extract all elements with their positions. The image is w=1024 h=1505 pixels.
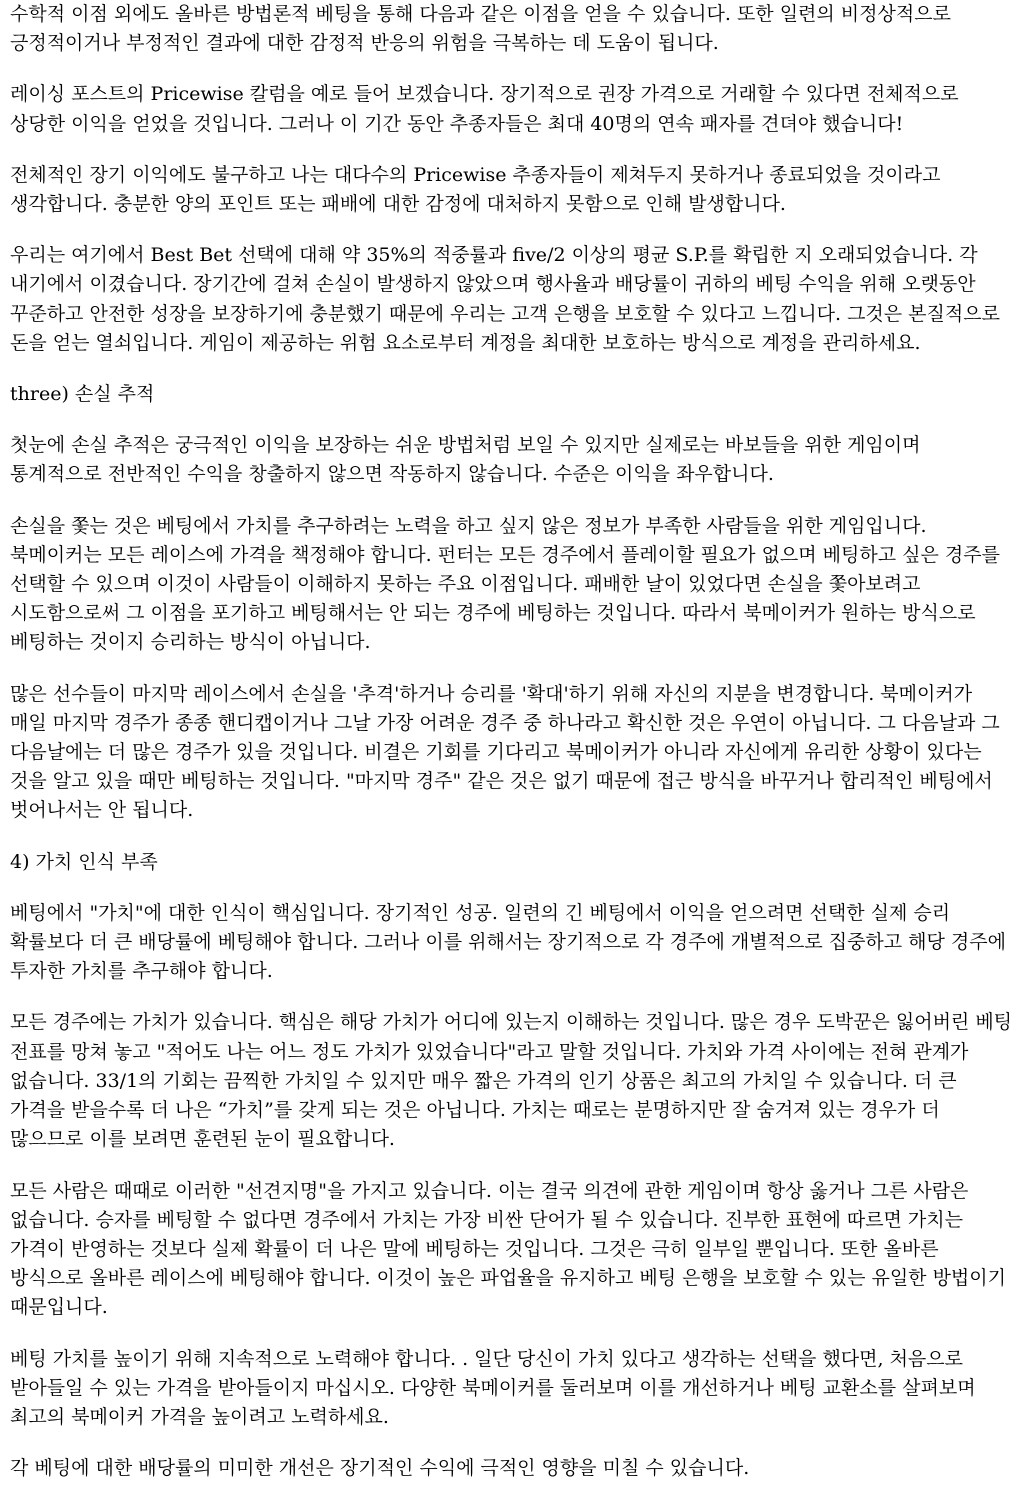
paragraph-intro-benefits: 수학적 이점 외에도 올바른 방법론적 베팅을 통해 다음과 같은 이점을 얻을 수 있습니다. 또한 일련의 비정상적으로 긍정적이거나 부정적인 결과에 대한 감정적 반응의 위험을 극복하는 데 도움이 됩니다.: [10, 3, 951, 55]
paragraph-value-intro: 베팅에서 "가치"에 대한 인식이 핵심입니다. 장기적인 성공. 일련의 긴 베팅에서 이익을 얻으려면 선택한 실제 승리 확률보다 더 큰 배당률에 베팅해야 합니다. 그러나 이를 위해서는 장기적으로 각 경주에 개별적으로 집중하고 해당 경주에 투자한 가치를 추구해야 합니다.: [10, 901, 1006, 983]
paragraph-best-bet: 우리는 여기에서 Best Bet 선택에 대해 약 35%의 적중률과 five/2 이상의 평균 S.P.를 확립한 지 오래되었습니다. 각 내기에서 이겼습니다. 장기간에 걸쳐 손실이 발생하지 않았으며 행사율과 배당률이 귀하의 베팅 수익을 위해 오랫동안 꾸준하고 안전한 성장을 보장하기에 충분했기 때문에 우리는 고객 은행을 보호할 수 있다고 느낍니다. 그것은 본질적으로 돈을 얻는 열쇠입니다. 게임이 제공하는 위험 요소로부터 계정을 최대한 보호하는 방식으로 계정을 관리하세요.: [10, 244, 1000, 354]
section-heading-loss-chasing: three) 손실 추적: [10, 383, 155, 406]
paragraph-value-every-race: 모든 경주에는 가치가 있습니다. 핵심은 해당 가치가 어디에 있는지 이해하는 것입니다. 많은 경우 도박꾼은 잃어버린 베팅 전표를 망쳐 놓고 "적어도 나는 어느 정도 가치가 있었습니다"라고 말할 것입니다. 가치와 가격 사이에는 전혀 관계가 없습니다. 33/1의 기회는 끔찍한 가치일 수 있지만 매우 짧은 가격의 인기 상품은 최고의 가치일 수 있습니다. 더 큰 가격을 받을수록 더 나은 “가치”를 갖게 되는 것은 아닙니다. 가치는 때로는 분명하지만 잘 숨겨져 있는 경우가 더 많으므로 이를 보려면 훈련된 눈이 필요합니다.: [10, 1011, 1013, 1151]
paragraph-value-foresight: 모든 사람은 때때로 이러한 "선견지명"을 가지고 있습니다. 이는 결국 의견에 관한 게임이며 항상 옳거나 그른 사람은 없습니다. 승자를 베팅할 수 없다면 경주에서 가치는 가장 비싼 단어가 될 수 있습니다. 진부한 표현에 따르면 가치는 가격이 반영하는 것보다 실제 확률이 더 나은 말에 베팅하는 것입니다. 그것은 극히 일부일 뿐입니다. 또한 올바른 방식으로 올바른 레이스에 베팅해야 합니다. 이것이 높은 파업율을 유지하고 베팅 은행을 보호할 수 있는 유일한 방법이기 때문입니다.: [10, 1179, 1006, 1319]
paragraph-loss-chasing-detail: 손실을 쫓는 것은 베팅에서 가치를 추구하려는 노력을 하고 싶지 않은 정보가 부족한 사람들을 위한 게임입니다. 북메이커는 모든 레이스에 가격을 책정해야 합니다. 펀터는 모든 경주에서 플레이할 필요가 없으며 베팅하고 싶은 경주를 선택할 수 있으며 이것이 사람들이 이해하지 못하는 주요 이점입니다. 패배한 날이 있었다면 손실을 쫓아보려고 시도함으로써 그 이점을 포기하고 베팅해서는 안 되는 경주에 베팅하는 것입니다. 따라서 북메이커가 원하는 방식으로 베팅하는 것이지 승리하는 방식이 아닙니다.: [10, 514, 1000, 654]
section-heading-value: 4) 가치 인식 부족: [10, 850, 158, 873]
paragraph-last-race: 많은 선수들이 마지막 레이스에서 손실을 '추격'하거나 승리를 '확대'하기 위해 자신의 지분을 변경합니다. 북메이커가 매일 마지막 경주가 종종 핸디캡이거나 그날 가장 어려운 경주 중 하나라고 확신한 것은 우연이 아닙니다. 그 다음날과 그 다음날에는 더 많은 경주가 있을 것입니다. 비결은 기회를 기다리고 북메이커가 아니라 자신에게 유리한 상황이 있다는 것을 알고 있을 때만 베팅하는 것입니다. "마지막 경주" 같은 것은 없기 때문에 접근 방식을 바꾸거나 합리적인 베팅에서 벗어나서는 안 됩니다.: [10, 682, 1000, 822]
paragraph-odds-improvement: 각 베팅에 대한 배당률의 미미한 개선은 장기적인 수익에 극적인 영향을 미칠 수 있습니다.: [10, 1457, 750, 1480]
paragraph-pricewise-followers: 전체적인 장기 이익에도 불구하고 나는 대다수의 Pricewise 추종자들이 제쳐두지 못하거나 종료되었을 것이라고 생각합니다. 충분한 양의 포인트 또는 패배에 대한 감정에 대처하지 못함으로 인해 발생합니다.: [10, 163, 941, 216]
paragraph-loss-chasing-intro: 첫눈에 손실 추적은 궁극적인 이익을 보장하는 쉬운 방법처럼 보일 수 있지만 실제로는 바보들을 위한 게임이며 통계적으로 전반적인 수익을 창출하지 않으면 작동하지 않습니다. 수준은 이익을 좌우합니다.: [10, 434, 921, 486]
paragraph-pricewise-example: 레이싱 포스트의 Pricewise 칼럼을 예로 들어 보겠습니다. 장기적으로 권장 가격으로 거래할 수 있다면 전체적으로 상당한 이익을 얻었을 것입니다. 그러나 이 기간 동안 추종자들은 최대 40명의 연속 패자를 견뎌야 했습니다!: [10, 83, 959, 135]
document-body: [10, 0, 1014, 1505]
paragraph-value-improve: 베팅 가치를 높이기 위해 지속적으로 노력해야 합니다. . 일단 당신이 가치 있다고 생각하는 선택을 했다면, 처음으로 받아들일 수 있는 가격을 받아들이지 마십시오. 다양한 북메이커를 둘러보며 이를 개선하거나 베팅 교환소를 살펴보며 최고의 북메이커 가격을 높이려고 노력하세요.: [10, 1347, 976, 1428]
